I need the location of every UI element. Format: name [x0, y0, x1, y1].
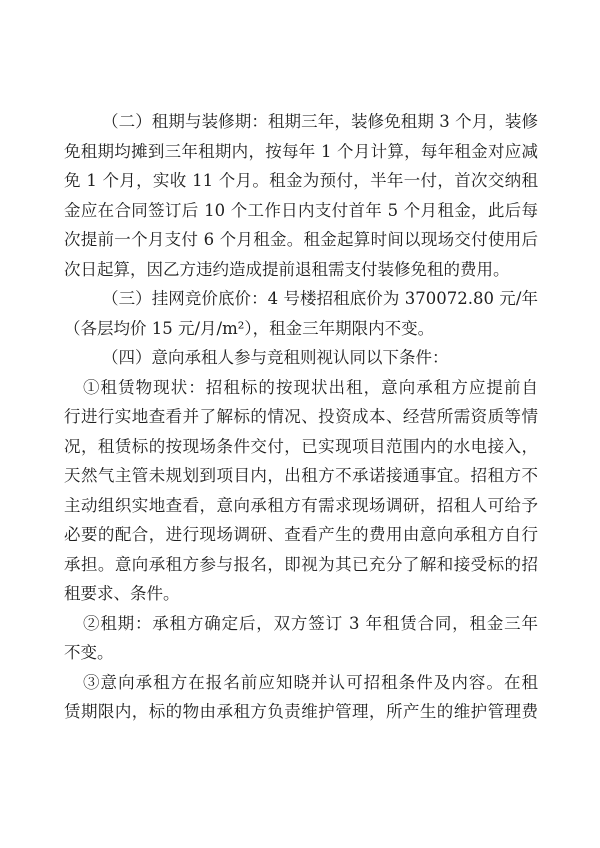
paragraph-clause-ii-lease-and-renovation-term [64, 107, 538, 284]
text-line: ③意向承租方在报名前应知晓并认可招租条件及内容。在租 [83, 672, 538, 692]
text-line: 免 1 个月，实收 11 个月。租金为预付，半年一付，首次交纳租 [64, 171, 538, 190]
text-line: 行进行实地查看并了解标的情况、投资成本、经营所需资质等情 [64, 407, 538, 426]
text-line: 次日起算，因乙方违约造成提前退租需支付装修免租的费用。 [64, 259, 510, 279]
text-line: （二）租期与装修期：租期三年，装修免租期 3 个月，装修 [102, 112, 538, 131]
paragraph-item-3-acknowledgement-and-maintenance [64, 668, 538, 727]
text-line: ①租赁物现状：招租标的按现状出租，意向承租方应提前自 [83, 377, 538, 397]
paragraph-item-1-property-current-status [64, 373, 538, 609]
text-line: 次提前一个月支付 6 个月租金。租金起算时间以现场交付使用后 [64, 230, 538, 249]
text-line: （各层均价 15 元/月/m²），租金三年期限内不变。 [64, 318, 435, 338]
text-line: 主动组织实地查看，意向承租方有需求现场调研，招租人可给予 [64, 495, 538, 515]
text-line: 赁期限内，标的物由承租方负责维护管理，所产生的维护管理费 [64, 702, 538, 721]
paragraph-clause-iv-bidder-conditions [64, 343, 538, 373]
document-body [64, 107, 538, 727]
text-line: 天然气主管未规划到项目内，出租方不承诺接通事宜。招租方不 [64, 466, 538, 485]
text-line: 租要求、条件。 [64, 584, 180, 603]
text-line: 必要的配合，进行现场调研、查看产生的费用由意向承租方自行 [64, 525, 538, 544]
text-line: 金应在合同签订后 10 个工作日内支付首年 5 个月租金，此后每 [64, 200, 538, 220]
text-line: 免租期均摊到三年租期内，按每年 1 个月计算，每年租金对应减 [64, 141, 538, 161]
paragraph-clause-iii-listing-base-price [64, 284, 538, 343]
text-line: （四）意向承租人参与竞租则视认同以下条件： [102, 348, 449, 367]
paragraph-item-2-lease-period [64, 609, 538, 668]
text-line: 况，租赁标的按现场条件交付，已实现项目范围内的水电接入， [64, 436, 538, 456]
text-line: 承担。意向承租方参与报名，即视为其已充分了解和接受标的招 [64, 554, 538, 574]
text-line: 不变。 [64, 643, 114, 662]
text-line: （三）挂网竞价底价：4 号楼招租底价为 370072.80 元/年 [102, 289, 538, 308]
text-line: ②租期：承租方确定后，双方签订 3 年租赁合同，租金三年 [83, 613, 538, 633]
